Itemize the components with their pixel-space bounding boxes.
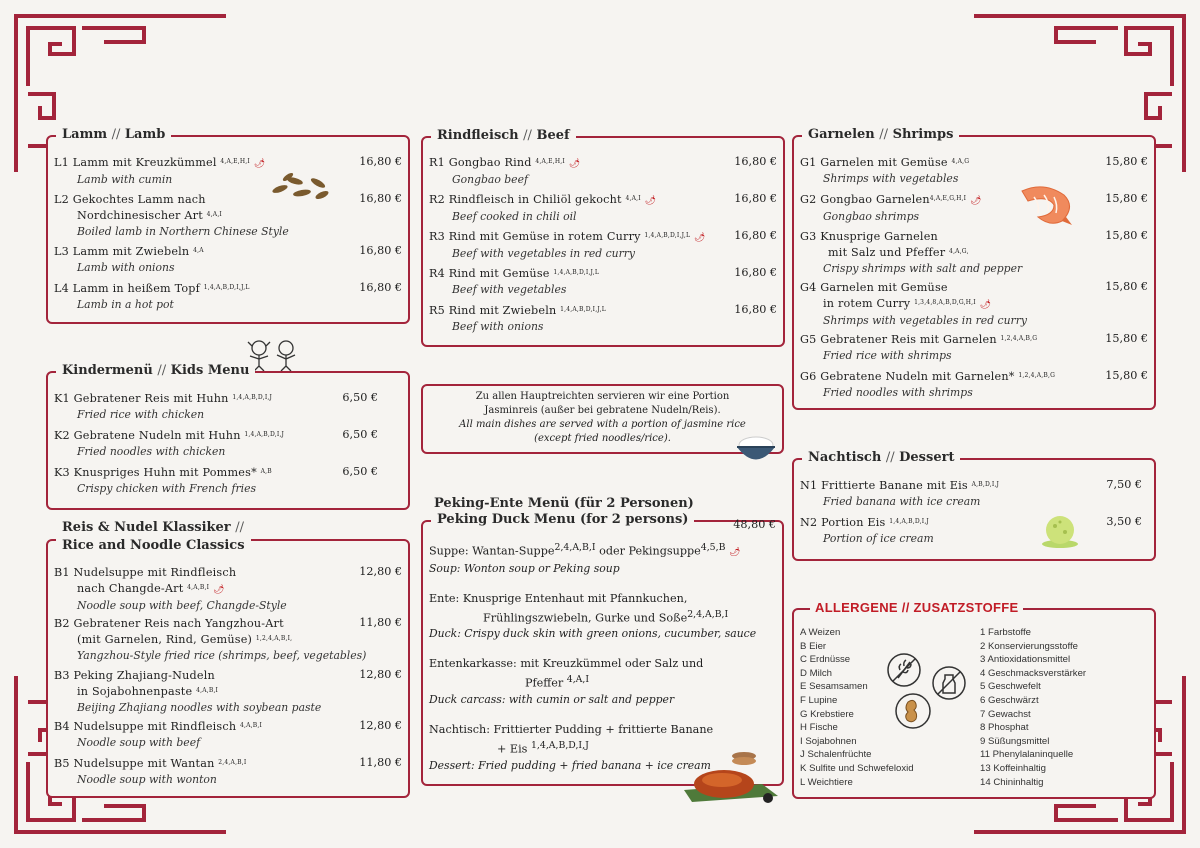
dish-name: K2 Gebratene Nudeln mit Huhn — [54, 429, 241, 442]
duck-dessert-line1: Nachtisch: Frittierter Pudding + frittierte Banane — [429, 723, 714, 737]
dish-name-cont: mit Salz und Pfeffer — [828, 246, 946, 259]
additive-list — [980, 626, 1086, 789]
menu-item-r2[interactable] — [429, 192, 777, 224]
dish-name-en: Shrimps with vegetables — [823, 172, 959, 185]
allergens-section — [792, 600, 1156, 799]
price: 12,80 € — [359, 668, 402, 681]
duck-main-en: Duck: Crispy duck skin with green onions, cucumber, sauce — [429, 627, 757, 641]
additive-item: 4 Geschmacksverstärker — [980, 667, 1087, 679]
duck-carcass-line2: Pfeffer — [525, 677, 564, 691]
chili-pepper-icon: 🌶 — [253, 159, 266, 169]
allergen-codes: A,B,D,I,J — [971, 481, 1000, 488]
additive-item: 7 Gewachst — [980, 708, 1031, 720]
price: 15,80 € — [1105, 192, 1148, 205]
price: 6,50 € — [342, 391, 378, 404]
dish-name: K3 Knuspriges Huhn mit Pommes* — [54, 466, 257, 479]
dish-name-en: Lamb in a hot pot — [77, 298, 174, 311]
title-en: Shrimps — [892, 127, 954, 142]
price: 11,80 € — [359, 616, 402, 629]
dish-name-cont: Nordchinesischer Art — [77, 209, 203, 222]
dish-name-cont: in rotem Curry — [823, 297, 911, 310]
price: 16,80 € — [359, 192, 402, 205]
allergen-item: E Sesamsamen — [800, 681, 868, 693]
note-en-line1: All main dishes are served with a portion of jasmine rice — [459, 419, 746, 430]
dish-name: R2 Rindfleisch in Chiliöl gekocht — [429, 193, 622, 206]
allergen-codes: 1,2,4,A,B,G — [1000, 335, 1038, 342]
price: 15,80 € — [1105, 280, 1148, 293]
duck-price: 48,80 € — [733, 518, 776, 531]
allergen-codes: 1,4,A,B,D,I,J — [232, 394, 273, 401]
dish-name-en: Beef cooked in chili oil — [452, 210, 577, 223]
dish-name-en: Fried rice with shrimps — [823, 349, 952, 362]
title-en: Rice and Noodle Classics — [62, 538, 245, 553]
price: 16,80 € — [734, 155, 777, 168]
title-en: Dessert — [899, 450, 955, 465]
additive-item: 8 Phosphat — [980, 722, 1029, 734]
allergen-codes: 1,4,A,B,D,I,J,L — [203, 284, 250, 291]
menu-item-k2[interactable] — [54, 428, 378, 459]
dish-name-en: Noodle soup with beef — [77, 736, 201, 749]
allergen-codes: A,B — [260, 468, 272, 475]
price: 16,80 € — [734, 229, 777, 242]
price: 11,80 € — [359, 756, 402, 769]
additive-item: 6 Geschwärzt — [980, 694, 1039, 706]
section-title: Kindermenü // Kids Menu — [56, 363, 255, 378]
allergen-item: C Erdnüsse — [800, 654, 851, 666]
section-title: Lamm // Lamb — [56, 127, 171, 142]
dish-name: L1 Lamm mit Kreuzkümmel — [54, 156, 217, 169]
allergen-codes: 4,A,I — [206, 211, 222, 218]
dish-name: R1 Gongbao Rind — [429, 156, 532, 169]
title-en: Kids Menu — [170, 363, 250, 378]
duck-main-line1: Ente: Knusprige Entenhaut mit Pfannkuchen, — [429, 591, 688, 605]
price: 12,80 € — [359, 565, 402, 578]
dish-name-en: Noodle soup with beef, Changde-Style — [77, 599, 287, 612]
dish-name-en: Beef with onions — [452, 320, 544, 333]
additive-item: 9 Süßungsmittel — [980, 735, 1050, 747]
duck-soup — [429, 540, 776, 561]
title-en: Beef — [536, 128, 570, 143]
jasmine-rice-note — [421, 384, 784, 454]
title-de: Rindfleisch — [437, 128, 519, 143]
section-title: Nachtisch // Dessert — [802, 450, 960, 465]
title-de: Lamm — [62, 127, 108, 142]
allergen-codes: 1,4,A,B,D,I,J,L — [560, 306, 606, 313]
dish-name-en: Beijing Zhajiang noodles with soybean paste — [77, 701, 322, 714]
menu-item-g4[interactable] — [800, 280, 1148, 328]
dish-name-en: Noodle soup with wonton — [77, 773, 217, 786]
roast-duck-icon — [682, 748, 782, 804]
additive-item: 13 Koffeinhaltig — [980, 762, 1046, 774]
price: 6,50 € — [342, 465, 378, 478]
allergen-codes: 2,4,A,B,I — [687, 608, 729, 620]
allergen-codes: 4,A,B,I — [240, 722, 263, 729]
dish-name-en: Gongbao shrimps — [823, 210, 920, 223]
duck-carcass-en: Duck carcass: with cumin or salt and pepper — [429, 693, 675, 707]
rice-noodle-section — [46, 520, 410, 798]
menu-item-l2[interactable] — [54, 192, 402, 239]
allergen-codes: 4,A,B,I — [196, 687, 219, 694]
menu-item-b2[interactable] — [54, 616, 402, 663]
dish-name: N2 Portion Eis — [800, 516, 886, 529]
duck-dessert-en: Dessert: Fried pudding + fried banana + ice cream — [429, 758, 711, 772]
title-de: Nachtisch — [808, 450, 882, 465]
allergen-codes: 1,2,4,A,B,G — [1018, 372, 1056, 379]
ice-cream-icon — [1038, 510, 1082, 550]
dish-name-en: Beef with vegetables — [452, 283, 567, 296]
price: 3,50 € — [1106, 515, 1142, 528]
note-en-line2: (except fried noodles/rice). — [534, 433, 671, 444]
dish-name: R5 Rind mit Zwiebeln — [429, 304, 557, 317]
duck-dessert-line2: + Eis — [497, 742, 528, 756]
title-en: Lamb — [124, 127, 166, 142]
dish-name-en: Fried noodles with chicken — [77, 445, 226, 458]
dish-name-cont: nach Changde-Art — [77, 582, 184, 595]
dish-name-en: Lamb with cumin — [77, 173, 173, 186]
chili-pepper-icon: 🌶 — [644, 196, 657, 206]
menu-item-g5[interactable] — [800, 332, 1148, 363]
allergen-codes: 4,A,E,G,H,I — [929, 195, 967, 202]
price: 12,80 € — [359, 719, 402, 732]
chili-pepper-icon: 🌶 — [979, 300, 992, 310]
menu-item-r4[interactable] — [429, 266, 777, 297]
allergen-item: F Lupine — [800, 694, 838, 706]
dish-name-en: Portion of ice cream — [823, 532, 934, 545]
title-de: Garnelen — [808, 127, 875, 142]
dish-name-en: Crispy chicken with French fries — [77, 482, 257, 495]
price: 7,50 € — [1106, 478, 1142, 491]
allergen-codes: 4,A,I — [566, 674, 590, 686]
shrimp-icon — [1014, 181, 1080, 227]
dish-name: B2 Gebratener Reis nach Yangzhou-Art — [54, 617, 284, 630]
allergen-codes: 4,5,B — [700, 542, 726, 553]
price: 16,80 € — [359, 155, 402, 168]
menu-item-b5[interactable] — [54, 756, 402, 787]
dish-name: N1 Frittierte Banane mit Eis — [800, 479, 968, 492]
dish-name: R3 Rind mit Gemüse in rotem Curry — [429, 230, 641, 243]
additive-item: 3 Antioxidationsmittel — [980, 654, 1071, 666]
dish-name: G4 Garnelen mit Gemüse — [800, 281, 948, 294]
menu-item-r1[interactable] — [429, 155, 777, 187]
menu-item-b4[interactable] — [54, 719, 402, 750]
allergen-codes: 4,A,E,H,I — [535, 158, 565, 165]
allergens-title: ALLERGENE // ZUSATZSTOFFE — [810, 600, 1023, 615]
section-title: Reis & Nudel Klassiker // Rice and Noodle Classics — [56, 519, 251, 557]
duck-main-line2: Frühlingszwiebeln, Gurke und Soße — [483, 611, 688, 625]
allergen-item: B Eier — [800, 640, 827, 652]
section-title: Rindfleisch // Beef — [431, 128, 576, 143]
menu-item-k3[interactable] — [54, 465, 378, 496]
chili-pepper-icon: 🌶 — [969, 196, 982, 206]
allergen-codes: 1,4,A,B,D,I,J,L — [553, 269, 600, 276]
additive-item: 5 Geschwefelt — [980, 681, 1041, 693]
price: 16,80 € — [359, 244, 402, 257]
menu-item-b3[interactable] — [54, 668, 402, 715]
allergen-item: J Schalenfrüchte — [800, 749, 872, 761]
allergen-codes: 1,4,A,B,D,I,J — [889, 518, 930, 525]
menu-item-g2[interactable] — [800, 192, 1148, 224]
menu-item-g3[interactable] — [800, 229, 1148, 276]
dish-name-cont: (mit Garnelen, Rind, Gemüse) — [77, 633, 253, 646]
section-title: Garnelen // Shrimps — [802, 127, 959, 142]
allergen-codes: 1,4,A,B,D,I,J,L — [644, 232, 691, 239]
dish-name: L3 Lamm mit Zwiebeln — [54, 245, 190, 258]
menu-item-b1[interactable] — [54, 565, 402, 613]
allergen-codes: 4,A,B,I — [187, 584, 210, 591]
menu-item-g6[interactable] — [800, 369, 1148, 400]
dish-name-en: Boiled lamb in Northern Chinese Style — [77, 225, 289, 238]
allergen-codes: 1,2,4,A,B,I, — [255, 635, 293, 642]
additive-item: 14 Chininhaltig — [980, 776, 1044, 788]
dish-name-en: Fried noodles with shrimps — [823, 386, 973, 399]
allergen-codes: 1,4,A,B,D,I,J — [530, 740, 589, 752]
dish-name: G3 Knusprige Garnelen — [800, 230, 938, 243]
dish-name: K1 Gebratener Reis mit Huhn — [54, 392, 229, 405]
allergen-codes: 4,A,E,H,I — [220, 158, 250, 165]
menu-item-l4[interactable] — [54, 281, 402, 312]
additive-item: 11 Phenylalaninquelle — [980, 749, 1074, 761]
price: 15,80 € — [1105, 332, 1148, 345]
allergen-item: H Fische — [800, 722, 838, 734]
allergen-item: K Sulfite und Schwefeloxid — [800, 762, 914, 774]
dish-name: G5 Gebratener Reis mit Garnelen — [800, 333, 997, 346]
wheat-icon — [886, 652, 922, 688]
dish-name-cont: in Sojabohnenpaste — [77, 685, 193, 698]
dish-name: B1 Nudelsuppe mit Rindfleisch — [54, 566, 237, 579]
allergen-item: L Weichtiere — [800, 776, 853, 788]
menu-item-l3[interactable] — [54, 244, 402, 275]
dish-name-en: Shrimps with vegetables in red curry — [823, 314, 1027, 327]
menu-item-r5[interactable] — [429, 303, 777, 334]
dish-name: B5 Nudelsuppe mit Wantan — [54, 757, 215, 770]
allergen-codes: 1,3,4,8,A,B,D,G,H,I — [914, 299, 976, 306]
dish-name-en: Fried rice with chicken — [77, 408, 205, 421]
allergen-codes: 4,A,I — [625, 195, 641, 202]
menu-item-r3[interactable] — [429, 229, 777, 261]
chili-pepper-icon: 🌶 — [212, 585, 225, 595]
menu-item-l1[interactable] — [54, 155, 402, 187]
rice-bowl-icon — [733, 432, 779, 466]
dish-name: L2 Gekochtes Lamm nach — [54, 193, 206, 206]
menu-item-n1[interactable] — [800, 478, 1142, 509]
additive-item: 1 Farbstoffe — [980, 627, 1032, 638]
duck-title-line2: Peking Duck Menu (for 2 persons) — [431, 512, 694, 527]
dish-name: B3 Peking Zhajiang-Nudeln — [54, 669, 215, 682]
menu-item-g1[interactable] — [800, 155, 1148, 186]
allergen-item: D Milch — [800, 667, 832, 679]
dish-name: L4 Lamm in heißem Topf — [54, 282, 201, 295]
price: 16,80 € — [734, 303, 777, 316]
peanut-icon — [894, 692, 932, 730]
price: 15,80 € — [1105, 369, 1148, 382]
menu-item-n2[interactable] — [800, 515, 1142, 546]
dish-name: G2 Gongbao Garnelen — [800, 193, 930, 206]
chili-pepper-icon: 🌶 — [568, 159, 581, 169]
lamb-section — [46, 127, 410, 324]
allergen-codes: 1,4,A,B,D,I,J — [244, 431, 285, 438]
price: 6,50 € — [342, 428, 378, 441]
chili-pepper-icon: 🌶 — [693, 233, 706, 243]
soup-text-alt: oder Pekingsuppe — [595, 544, 701, 558]
dessert-section — [792, 450, 1156, 561]
kids-menu-section — [46, 363, 410, 510]
duck-soup-en: Soup: Wonton soup or Peking soup — [429, 561, 620, 575]
duck-carcass-line1: Entenkarkasse: mit Kreuzkümmel oder Salz und — [429, 657, 704, 671]
allergen-codes: 4,A,G, — [949, 248, 969, 255]
allergen-item: A Weizen — [800, 627, 841, 638]
peking-duck-section — [421, 512, 784, 786]
note-de-line2: Jasminreis (außer bei gebratene Nudeln/Reis). — [484, 405, 721, 416]
allergen-codes: 2,4,A,B,I — [554, 542, 596, 553]
dish-name: R4 Rind mit Gemüse — [429, 267, 550, 280]
price: 16,80 € — [359, 281, 402, 294]
allergen-item: G Krebstiere — [800, 708, 854, 720]
dish-name-en: Crispy shrimps with salt and pepper — [823, 262, 1023, 275]
dish-name: G6 Gebratene Nudeln mit Garnelen* — [800, 370, 1015, 383]
menu-item-k1[interactable] — [54, 391, 378, 422]
price: 16,80 € — [734, 266, 777, 279]
dish-name-en: Beef with vegetables in red curry — [452, 247, 636, 260]
additive-item: 2 Konservierungsstoffe — [980, 640, 1078, 652]
dish-name: G1 Garnelen mit Gemüse — [800, 156, 948, 169]
dish-name-en: Yangzhou-Style fried rice (shrimps, beef, vegetables) — [77, 649, 367, 662]
cumin-seeds-icon — [270, 171, 332, 201]
title-de: Kindermenü — [62, 363, 153, 378]
title-de: Reis & Nudel Klassiker — [62, 520, 231, 535]
milk-icon — [931, 665, 967, 701]
price: 15,80 € — [1105, 229, 1148, 242]
price: 15,80 € — [1105, 155, 1148, 168]
duck-title-line1: Peking-Ente Menü (für 2 Personen) — [428, 496, 700, 511]
chili-pepper-icon: 🌶 — [729, 547, 741, 558]
dish-name-en: Lamb with onions — [77, 261, 175, 274]
allergen-item: I Sojabohnen — [800, 735, 857, 747]
allergen-codes: 2,4,A,B,I — [218, 759, 247, 766]
beef-section — [421, 128, 785, 347]
note-de-line1: Zu allen Hauptreichten servieren wir eine Portion — [475, 391, 730, 402]
shrimps-section — [792, 127, 1156, 410]
soup-text: Suppe: Wantan-Suppe — [429, 544, 555, 558]
price: 16,80 € — [734, 192, 777, 205]
allergen-codes: 4,A — [193, 247, 204, 254]
allergen-codes: 4,A,G — [951, 158, 970, 165]
dish-name: B4 Nudelsuppe mit Rindfleisch — [54, 720, 237, 733]
dish-name-en: Gongbao beef — [452, 173, 528, 186]
dish-name-en: Fried banana with ice cream — [823, 495, 981, 508]
